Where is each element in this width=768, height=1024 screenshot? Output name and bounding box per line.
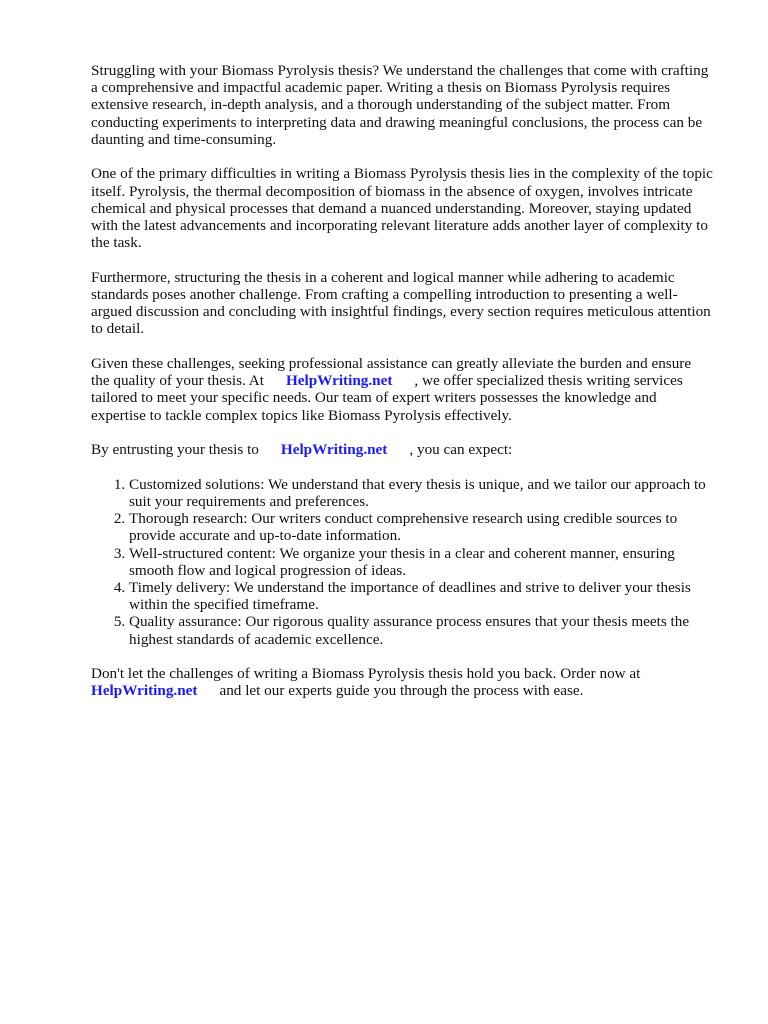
list-item: 1. Customized solutions: We understand that every thesis is unique, and we tailor our approach to suit your requirements and preferences. (129, 476, 713, 510)
expect-paragraph (91, 441, 713, 458)
intro-paragraph: Struggling with your Biomass Pyrolysis thesis? We understand the challenges that come with crafting a comprehensive and impactful academic paper. Writing a thesis on Biomass Pyrolysis requires extensive research, in-depth analysis, and a thorough understanding of the subject matter. From conducting experiments to interpreting data and drawing meaningful conclusions, the process can be daunting and time-consuming. (91, 62, 709, 148)
helpwriting-link-3[interactable]: HelpWriting.net (91, 682, 198, 700)
list-item: 2. Thorough research: Our writers conduct comprehensive research using credible sources to provide accurate and up-to-date information. (129, 510, 713, 544)
closing-paragraph (91, 665, 713, 699)
difficulty-paragraph: One of the primary difficulties in writing a Biomass Pyrolysis thesis lies in the complexity of the topic itself. Pyrolysis, the thermal decomposition of biomass in the absence of oxygen, involves intricate chemical and physical processes that demand a nuanced understanding. Moreover, staying updated with the latest advancements and incorporating relevant literature adds another layer of complexity to the task. (91, 165, 713, 252)
helpwriting-link-1[interactable]: HelpWriting.net (285, 372, 393, 390)
list-item: 3. Well-structured content: We organize your thesis in a clear and coherent manner, ensuring smooth flow and logical progression of ideas. (129, 545, 713, 579)
list-item: 5. Quality assurance: Our rigorous quality assurance process ensures that your thesis meets the highest standards of academic excellence. (129, 613, 713, 647)
list-item: 4. Timely delivery: We understand the importance of deadlines and strive to deliver your thesis within the specified timeframe. (129, 579, 713, 613)
closing-text-before: Don't let the challenges of writing a Biomass Pyrolysis thesis hold you back. Order now at (91, 665, 641, 683)
document-page (91, 62, 713, 717)
benefits-list (91, 476, 713, 648)
expect-text-before: By entrusting your thesis to (91, 441, 259, 459)
helpwriting-link-2[interactable]: HelpWriting.net (280, 441, 388, 459)
structure-paragraph: Furthermore, structuring the thesis in a coherent and logical manner while adhering to academic standards poses another challenge. From crafting a compelling introduction to presenting a well-argued discussion and concluding with insightful findings, every section requires meticulous attention to detail. (91, 268, 711, 338)
assistance-paragraph (91, 355, 713, 424)
assistance-text-after: , we offer specialized thesis writing services tailored to meet your specific needs. Our team of expert writers possesses the knowledge and expertise to tackle complex topics like Biomass Pyrolysis effectively. (91, 372, 683, 424)
assistance-text-before: Given these challenges, seeking professional assistance can greatly alleviate the burden and ensure the quality of your thesis. At (91, 355, 692, 390)
expect-text-after: , you can expect: (409, 441, 513, 459)
closing-text-after: and let our experts guide you through the process with ease. (219, 682, 584, 700)
